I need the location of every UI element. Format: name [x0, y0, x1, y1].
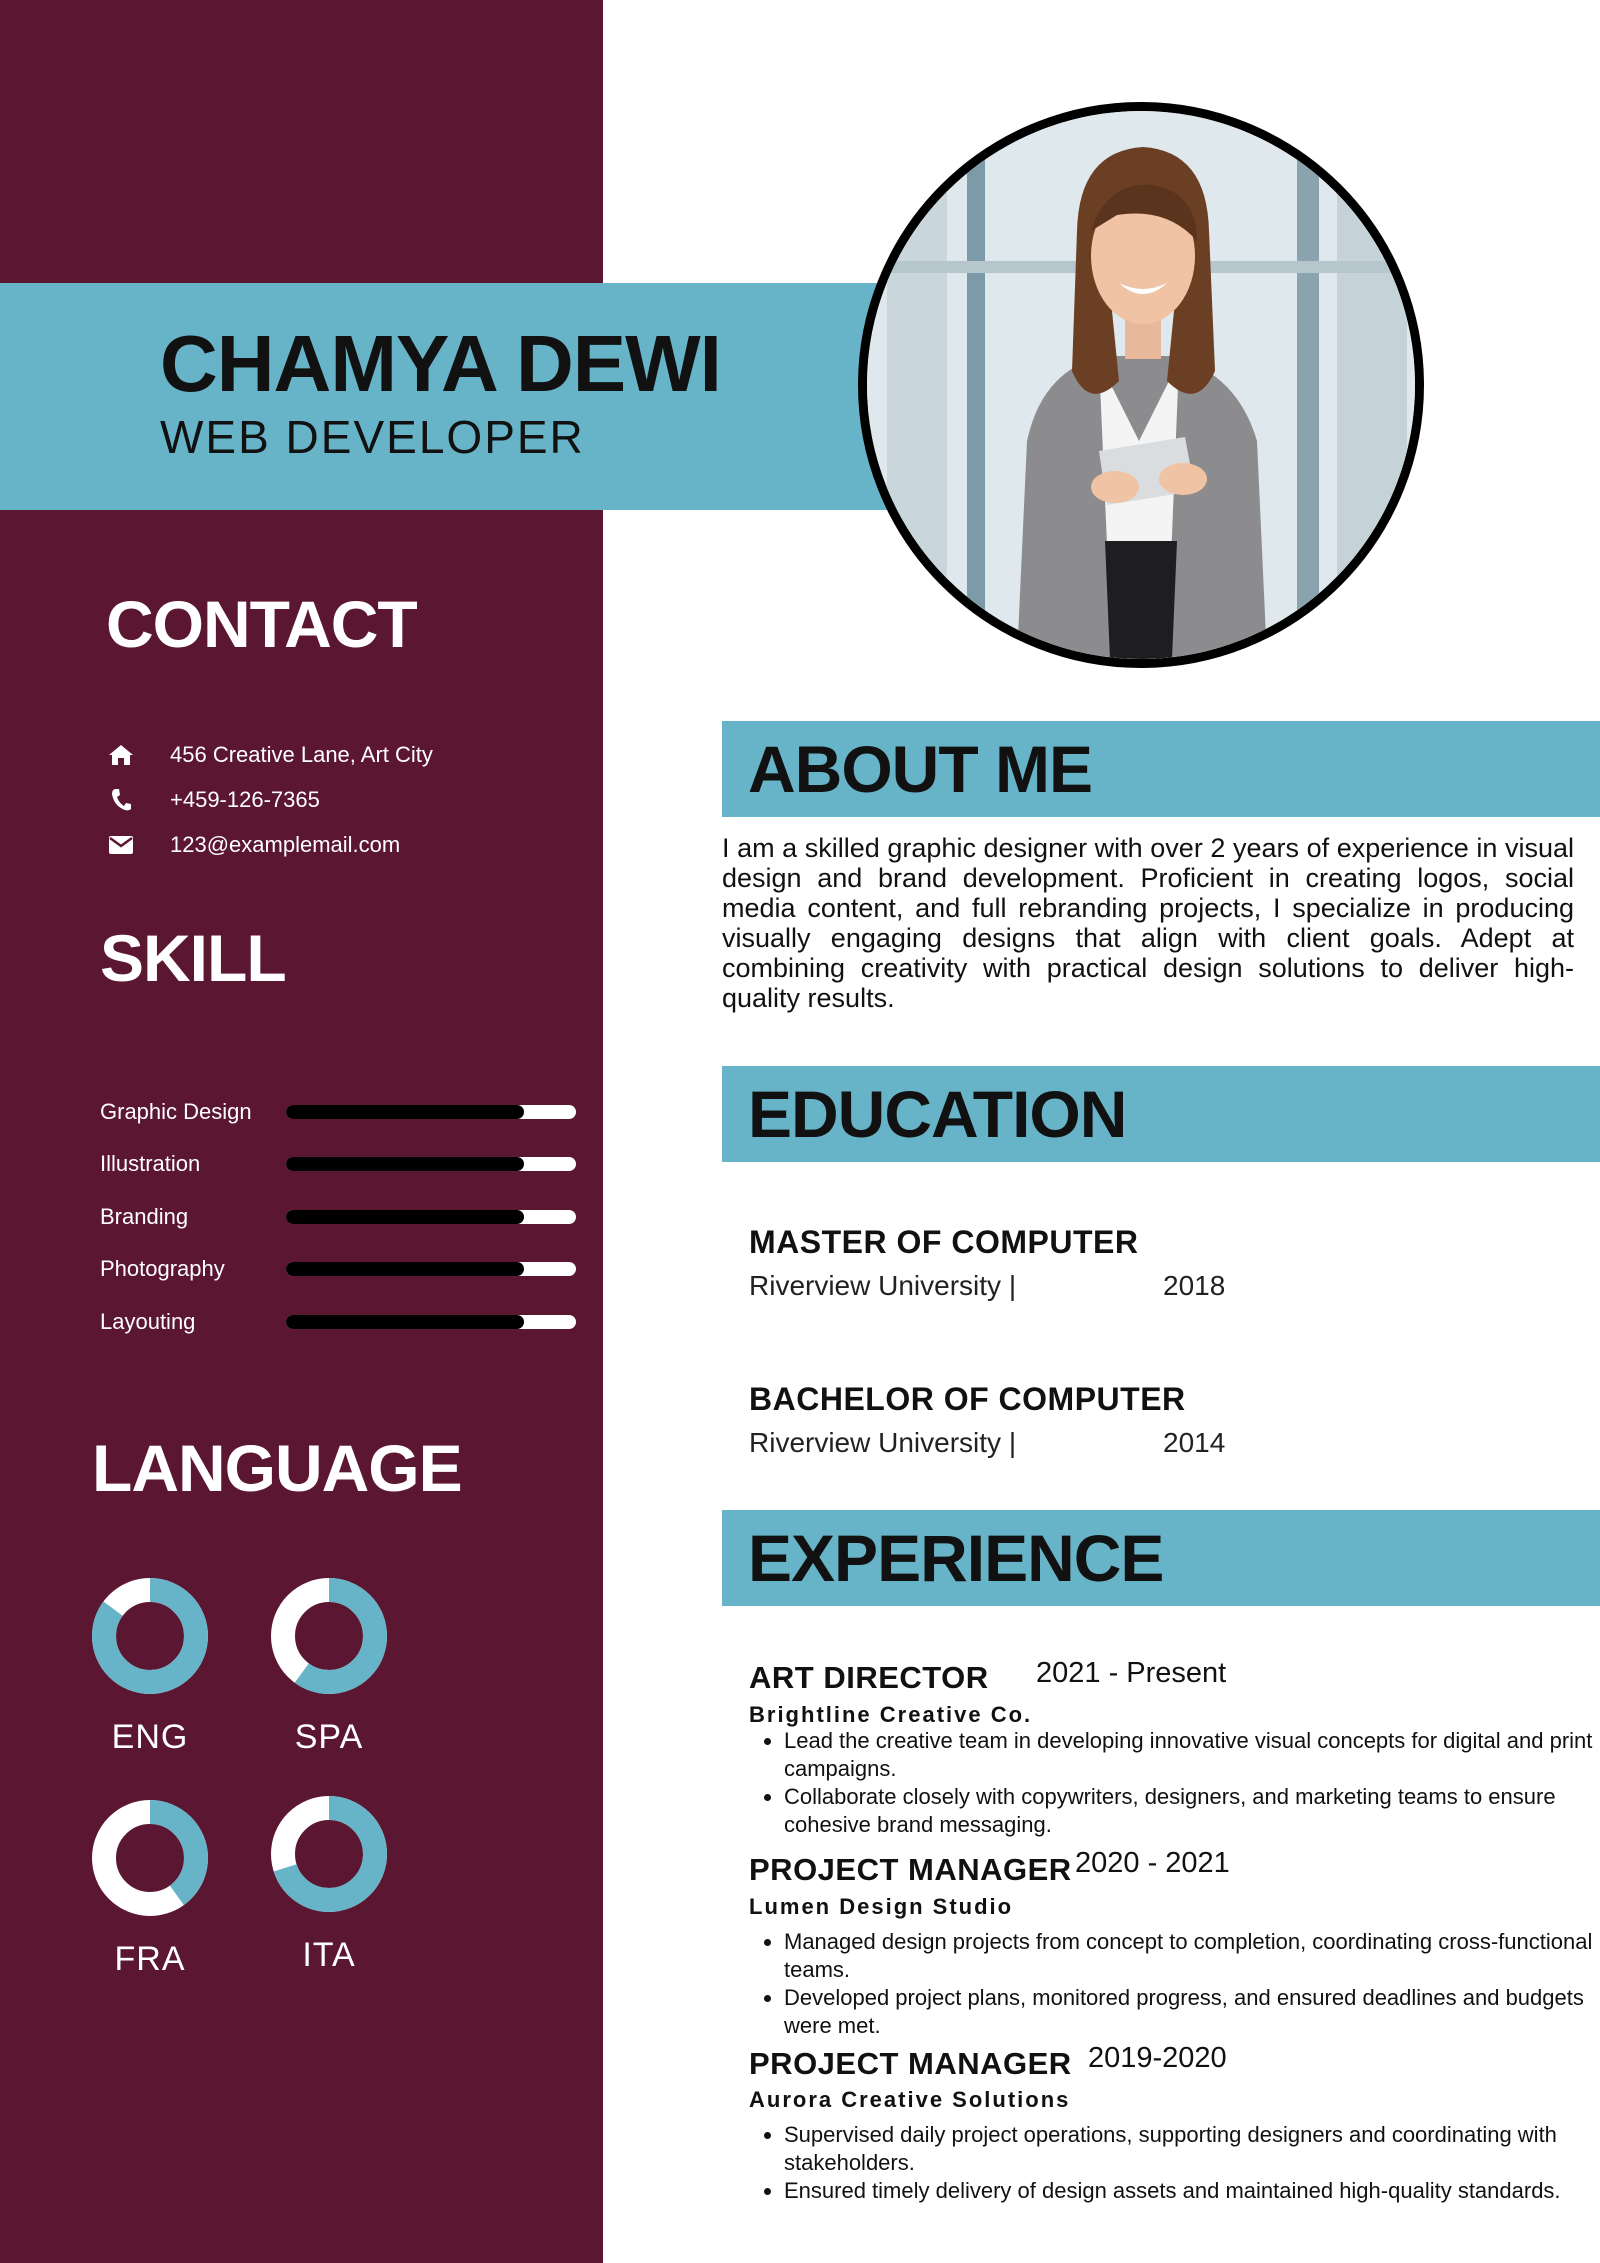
about-band	[722, 721, 1600, 817]
education-degree: MASTER OF COMPUTER	[749, 1224, 1139, 1260]
job-title: PROJECT MANAGER	[749, 2046, 1072, 2081]
profile-photo	[858, 102, 1424, 668]
skill-bar	[286, 1262, 576, 1276]
job-bullet: • Developed project plans, monitored progress, and ensured deadlines and budgets were met.	[784, 1984, 1600, 2040]
job-bullets	[749, 1928, 1600, 2040]
skill-label: Illustration	[100, 1151, 201, 1176]
skill-bar	[286, 1210, 576, 1224]
skill-bar-fill	[286, 1157, 524, 1171]
contact-heading: CONTACT	[106, 587, 417, 661]
job-role: WEB DEVELOPER	[160, 411, 585, 463]
job-dates: 2021 - Present	[1036, 1657, 1227, 1689]
job-bullet: • Collaborate closely with copywriters, designers, and marketing teams to ensure cohesive brand messaging.	[784, 1783, 1600, 1839]
education-heading: EDUCATION	[748, 1077, 1127, 1151]
education-band	[722, 1066, 1600, 1162]
contact-phone	[106, 785, 320, 815]
job-title: PROJECT MANAGER	[749, 1852, 1072, 1887]
language-ring	[90, 1576, 210, 1696]
about-text: I am a skilled graphic designer with over 2 years of experience in visual design and brand development. Proficient in creating logos, social media content, and full rebranding projects, I specialize in producing visually engaging designs that align with client goals. Adept at combining creativity with practical design solutions to deliver high-quality results.	[722, 833, 1574, 1013]
education-school: Riverview University |	[749, 1427, 1017, 1458]
education-year: 2014	[1163, 1427, 1226, 1458]
skill-row	[100, 1097, 576, 1127]
skill-label: Layouting	[100, 1309, 196, 1334]
about-heading: ABOUT ME	[748, 732, 1092, 806]
skill-row	[100, 1307, 576, 1337]
education-year: 2018	[1163, 1270, 1226, 1301]
skill-bar-fill	[286, 1315, 524, 1329]
skill-label: Graphic Design	[100, 1099, 252, 1124]
contact-email-text: 123@examplemail.com	[170, 832, 401, 857]
job-dates: 2020 - 2021	[1075, 1847, 1230, 1879]
job-bullets	[749, 2121, 1600, 2205]
language-spa	[269, 1576, 389, 1757]
skill-row	[100, 1254, 576, 1284]
language-ring	[269, 1576, 389, 1696]
job-dates: 2019-2020	[1088, 2042, 1227, 2074]
job-bullet: • Ensured timely delivery of design assets and maintained high-quality standards.	[784, 2177, 1600, 2205]
contact-phone-text: +459-126-7365	[170, 787, 320, 812]
experience-heading: EXPERIENCE	[748, 1521, 1164, 1595]
job-company: Lumen Design Studio	[749, 1894, 1014, 1919]
portrait-illustration	[867, 111, 1415, 659]
skill-label: Photography	[100, 1256, 225, 1281]
person-name: CHAMYA DEWI	[160, 319, 721, 408]
job-title: ART DIRECTOR	[749, 1660, 989, 1695]
language-ring	[269, 1794, 389, 1914]
education-degree: BACHELOR OF COMPUTER	[749, 1381, 1186, 1417]
skill-heading: SKILL	[100, 921, 286, 995]
mail-icon	[106, 830, 136, 860]
job-bullet: • Managed design projects from concept to completion, coordinating cross-functional teams.	[784, 1928, 1600, 1984]
language-label: ITA	[302, 1936, 356, 1974]
skill-bar	[286, 1315, 576, 1329]
skill-bar-fill	[286, 1105, 524, 1119]
language-fra	[90, 1798, 210, 1979]
contact-address	[106, 740, 433, 770]
skill-bar-fill	[286, 1262, 524, 1276]
language-ring	[90, 1798, 210, 1918]
language-ita	[269, 1794, 389, 1975]
language-label: FRA	[114, 1940, 186, 1978]
skill-bar	[286, 1157, 576, 1171]
language-eng	[90, 1576, 210, 1757]
skill-row	[100, 1202, 576, 1232]
job-company: Brightline Creative Co.	[749, 1702, 1033, 1727]
job-bullet: • Supervised daily project operations, supporting designers and coordinating with stakeholders.	[784, 2121, 1600, 2177]
education-school: Riverview University |	[749, 1270, 1017, 1301]
language-label: SPA	[294, 1718, 364, 1756]
contact-email	[106, 830, 400, 860]
skill-bar	[286, 1105, 576, 1119]
job-bullet: • Lead the creative team in developing innovative visual concepts for digital and print campaigns.	[784, 1727, 1600, 1783]
job-company: Aurora Creative Solutions	[749, 2087, 1071, 2112]
phone-icon	[106, 785, 136, 815]
language-heading: LANGUAGE	[92, 1431, 462, 1505]
experience-band	[722, 1510, 1600, 1606]
skill-label: Branding	[100, 1204, 189, 1229]
language-label: ENG	[111, 1718, 189, 1756]
skill-row	[100, 1149, 576, 1179]
contact-address-text: 456 Creative Lane, Art City	[170, 742, 433, 767]
job-bullets	[749, 1727, 1600, 1839]
skill-bar-fill	[286, 1210, 524, 1224]
home-icon	[106, 740, 136, 770]
